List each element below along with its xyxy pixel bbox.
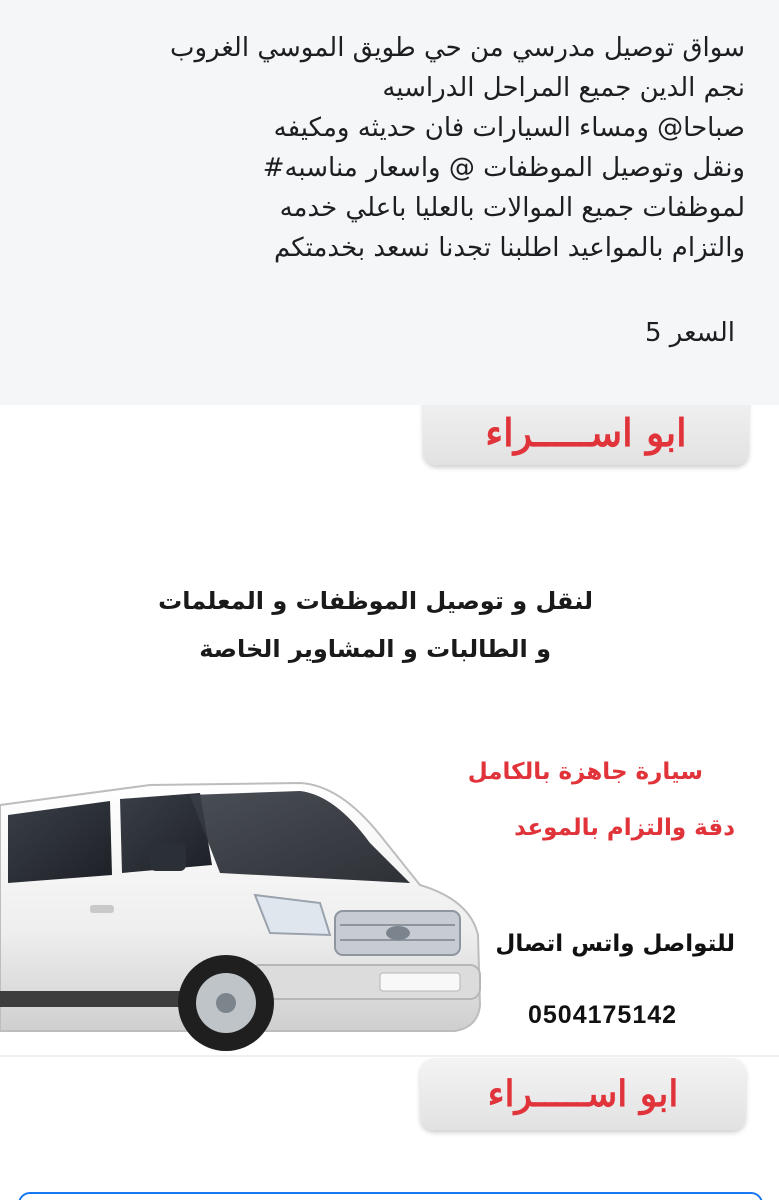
description-line: صباحا@ ومساء السيارات فان حديثه ومكيفه — [273, 113, 745, 143]
description-line: والتزام بالمواعيد اطلبنا تجدنا نسعد بخدمتكم — [274, 233, 745, 263]
brand-badge-top: ابو اســـــراء — [423, 405, 749, 465]
bottom-action-bar[interactable] — [18, 1192, 763, 1200]
ad-feature-line1: سيارة جاهزة بالكامل — [467, 759, 703, 785]
brand-badge-bottom: ابو اســـــراء — [420, 1058, 746, 1130]
ad-contact-label: للتواصل واتس اتصال — [495, 931, 735, 957]
description-box — [0, 0, 779, 405]
ad-headline-line2: و الطالبات و المشاوير الخاصة — [199, 635, 551, 663]
price-text: السعر 5 — [644, 318, 735, 348]
ad-phone-number: 0504175142 — [528, 1001, 678, 1029]
ad-image[interactable] — [0, 405, 779, 1055]
description-line: سواق توصيل مدرسي من حي طويق الموسي الغروب — [170, 33, 745, 63]
ad-headline-line1: لنقل و توصيل الموظفات و المعلمات — [158, 587, 593, 615]
description-line: ونقل وتوصيل الموظفات @ واسعار مناسبه# — [262, 153, 745, 183]
ad-feature-line2: دقة والتزام بالموعد — [514, 815, 735, 841]
image-divider — [0, 1055, 779, 1057]
description-line: لموظفات جميع الموالات بالعليا باعلي خدمه — [279, 193, 745, 223]
description-line: نجم الدين جميع المراحل الدراسيه — [382, 73, 745, 103]
description-text — [33, 28, 745, 268]
van-image — [0, 765, 490, 1055]
